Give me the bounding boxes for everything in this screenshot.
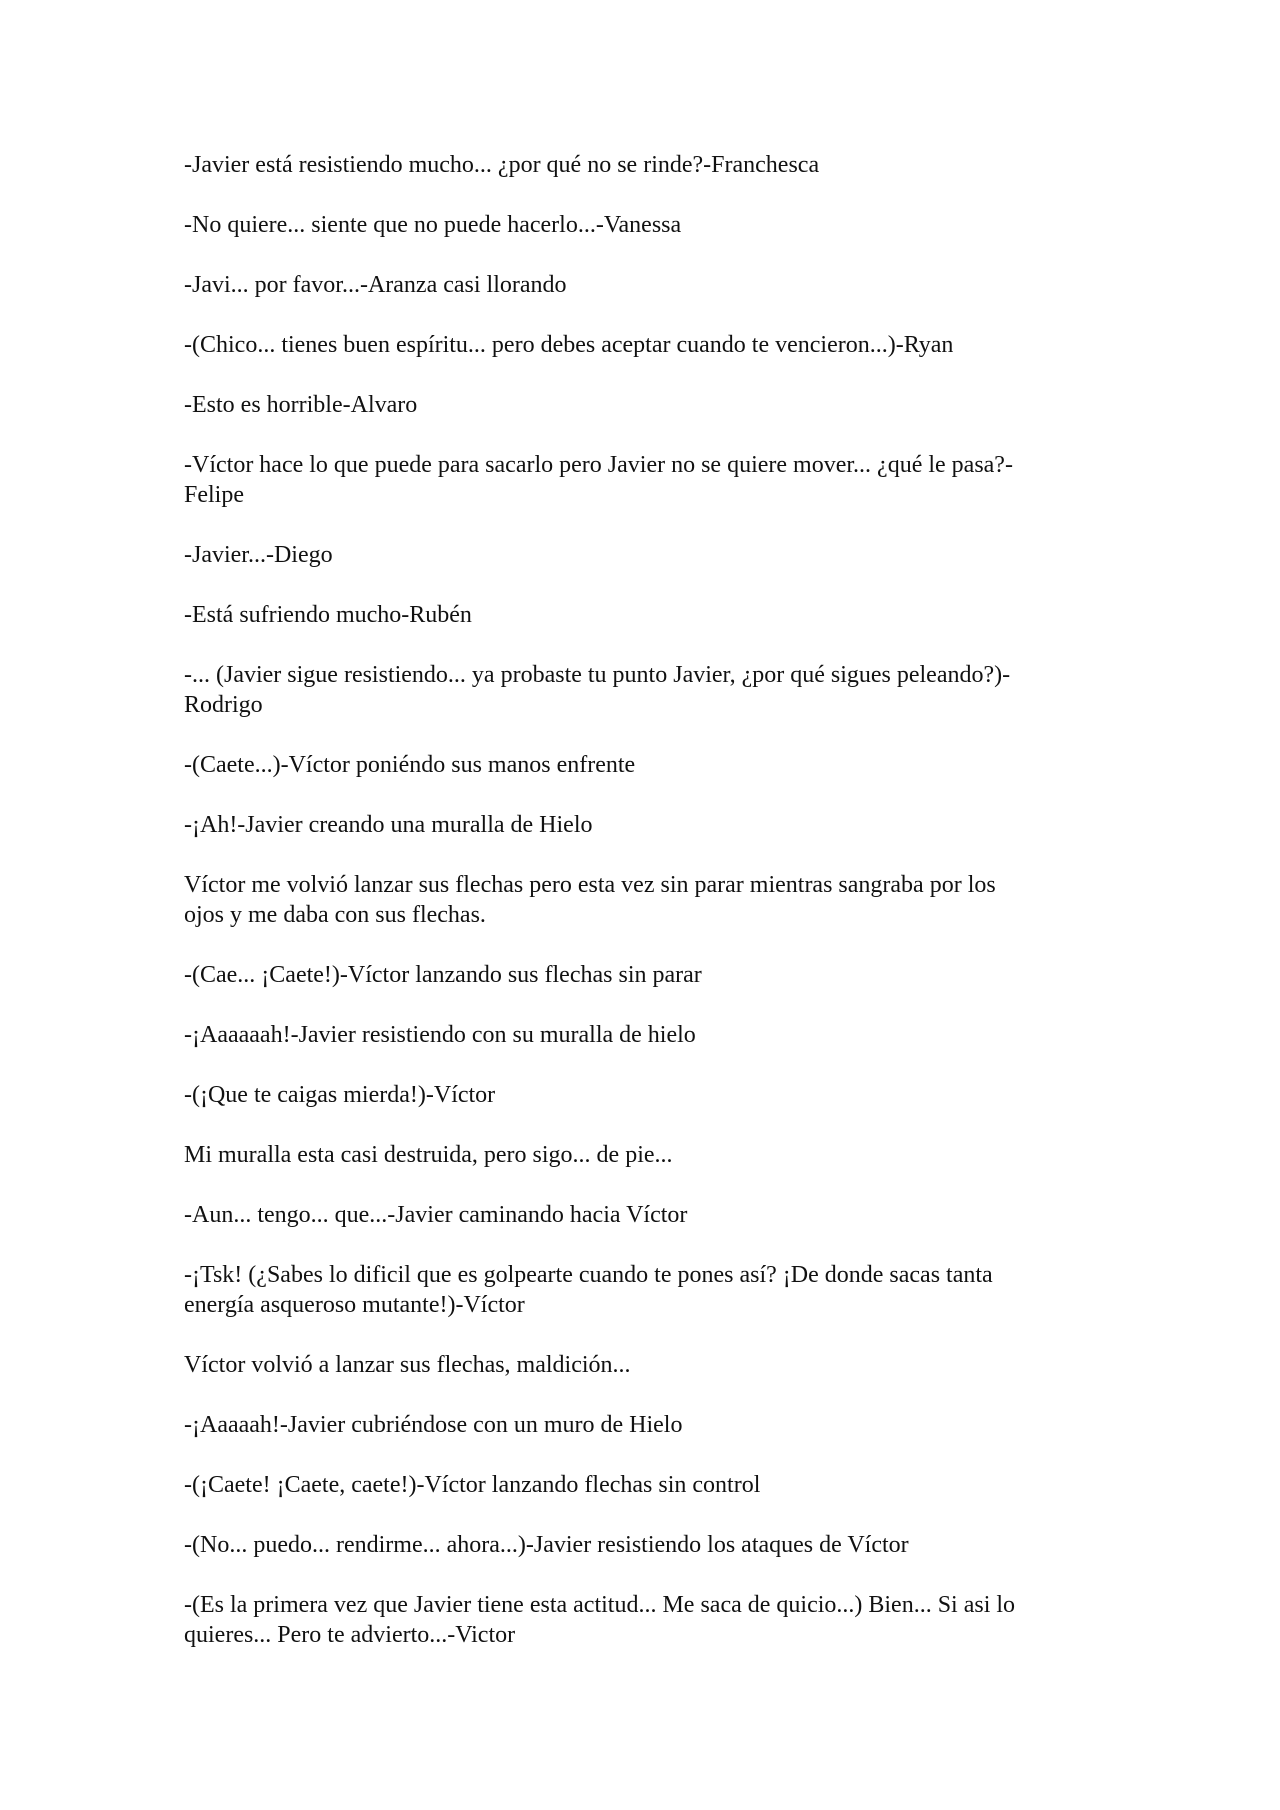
text-line: -(Es la primera vez que Javier tiene esta actitud... Me saca de quicio...) Bien... Si asi lo — [184, 1592, 1016, 1618]
paragraph — [184, 330, 1089, 360]
paragraph — [184, 1200, 1089, 1230]
paragraph — [184, 810, 1089, 840]
paragraph — [184, 270, 1089, 300]
text-line: -Aun... tengo... que...-Javier caminando hacia Víctor — [184, 1202, 688, 1228]
text-line: -(No... puedo... rendirme... ahora...)-Javier resistiendo los ataques de Víctor — [184, 1532, 909, 1558]
paragraph — [184, 540, 1089, 570]
text-line: -¡Aaaaaah!-Javier resistiendo con su muralla de hielo — [184, 1022, 696, 1048]
paragraph — [184, 390, 1089, 420]
text-line: -(¡Que te caigas mierda!)-Víctor — [184, 1082, 496, 1108]
text-line: Mi muralla esta casi destruida, pero sigo... de pie... — [184, 1142, 673, 1168]
text-line: -¡Aaaaah!-Javier cubriéndose con un muro de Hielo — [184, 1412, 683, 1438]
text-line: -(Chico... tienes buen espíritu... pero debes aceptar cuando te vencieron...)-Ryan — [184, 332, 954, 358]
text-line: energía asqueroso mutante!)-Víctor — [184, 1292, 525, 1318]
paragraph — [184, 870, 1089, 930]
paragraph — [184, 1020, 1089, 1050]
text-line: -(Caete...)-Víctor poniéndo sus manos enfrente — [184, 752, 636, 778]
text-line: ojos y me daba con sus flechas. — [184, 902, 486, 928]
paragraph — [184, 1260, 1089, 1320]
text-line: Víctor me volvió lanzar sus flechas pero esta vez sin parar mientras sangraba por los — [184, 872, 996, 898]
paragraph — [184, 960, 1089, 990]
paragraph — [184, 1530, 1089, 1560]
paragraph — [184, 210, 1089, 240]
paragraph — [184, 450, 1089, 510]
paragraph — [184, 600, 1089, 630]
text-line: -Víctor hace lo que puede para sacarlo pero Javier no se quiere mover... ¿qué le pasa?- — [184, 452, 1013, 478]
paragraph — [184, 1080, 1089, 1110]
paragraph — [184, 660, 1089, 720]
text-line: -Javi... por favor...-Aranza casi llorando — [184, 272, 567, 298]
text-line: -¡Ah!-Javier creando una muralla de Hielo — [184, 812, 593, 838]
text-line: -Esto es horrible-Alvaro — [184, 392, 418, 418]
paragraph — [184, 1470, 1089, 1500]
text-line: -Javier está resistiendo mucho... ¿por qué no se rinde?-Franchesca — [184, 152, 820, 178]
text-line: -... (Javier sigue resistiendo... ya probaste tu punto Javier, ¿por qué sigues peleando?)- — [184, 662, 1011, 688]
paragraph — [184, 750, 1089, 780]
text-line: -(Cae... ¡Caete!)-Víctor lanzando sus flechas sin parar — [184, 962, 702, 988]
text-line: -(¡Caete! ¡Caete, caete!)-Víctor lanzando flechas sin control — [184, 1472, 761, 1498]
paragraph — [184, 1350, 1089, 1380]
paragraph — [184, 1410, 1089, 1440]
text-line: quieres... Pero te advierto...-Victor — [184, 1622, 516, 1648]
text-line: Víctor volvió a lanzar sus flechas, maldición... — [184, 1352, 631, 1378]
text-line: -¡Tsk! (¿Sabes lo dificil que es golpearte cuando te pones así? ¡De donde sacas tanta — [184, 1262, 993, 1288]
paragraph — [184, 150, 1089, 180]
paragraph — [184, 1590, 1089, 1650]
text-line: Rodrigo — [184, 692, 263, 718]
document-page — [184, 150, 1089, 1680]
paragraph — [184, 1140, 1089, 1170]
text-line: -Está sufriendo mucho-Rubén — [184, 602, 472, 628]
text-line: -Javier...-Diego — [184, 542, 333, 568]
text-line: -No quiere... siente que no puede hacerlo...-Vanessa — [184, 212, 682, 238]
text-line: Felipe — [184, 482, 244, 508]
